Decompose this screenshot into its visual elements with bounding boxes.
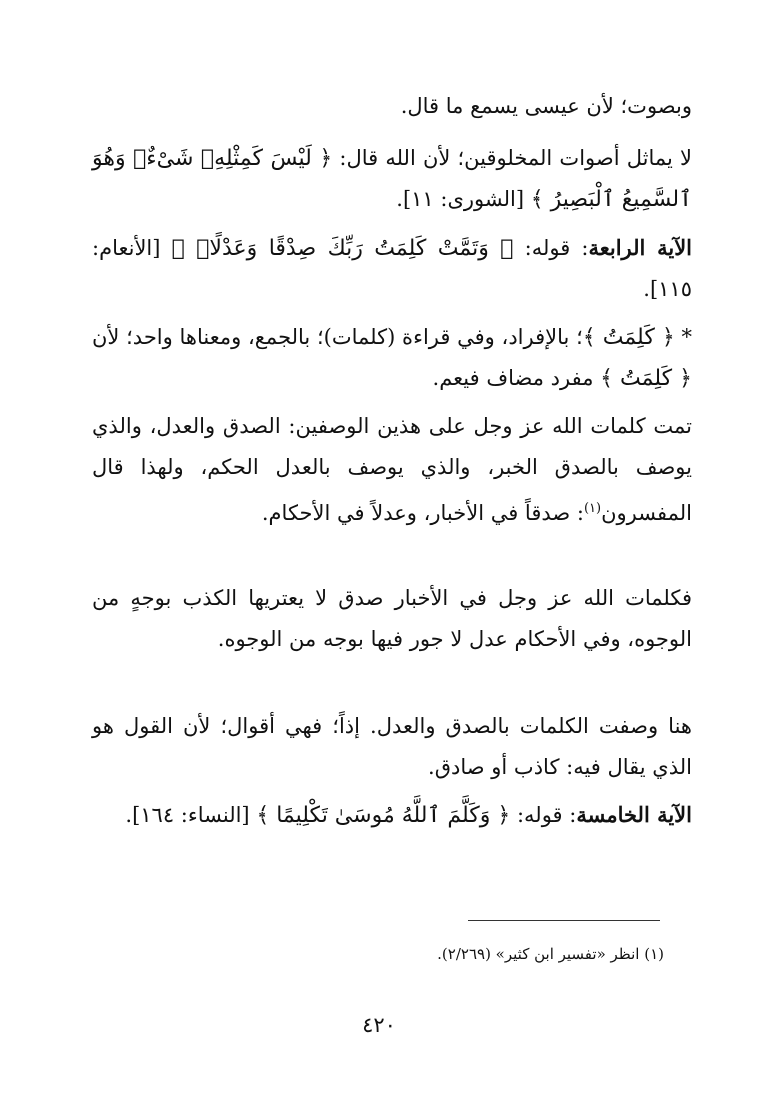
paragraph-5-text: تمت كلمات الله عز وجل على هذين الوصفين: الصدق والعدل، والذي يوصف بالصدق الخبر، والذي يوصف بالعدل الحكم، ولهذا قال المفسرون bbox=[92, 414, 692, 525]
paragraph-7 bbox=[92, 706, 692, 788]
verse-heading: الآية الخامسة bbox=[576, 802, 692, 827]
quran-verse: ﴿ وَكَلَّمَ ٱللَّهُ مُوسَىٰ تَكْلِيمًا ﴾ bbox=[256, 803, 511, 828]
quran-verse: ﴿ وَتَمَّتْ كَلِمَتُ رَبِّكَ صِدْقًا وَعَدْلًاۚ ﴾ bbox=[171, 236, 514, 261]
paragraph-5 bbox=[92, 406, 692, 534]
paragraph-6 bbox=[92, 578, 692, 660]
footnote-number: (١) bbox=[644, 945, 664, 963]
verse-reference: [الأنعام: ١١٥]. bbox=[92, 236, 692, 301]
paragraph-2 bbox=[92, 138, 692, 220]
paragraph-4-text-end: مفرد مضاف فيعم. bbox=[432, 366, 601, 390]
paragraph-5-text-end: : صدقاً في الأخبار، وعدلاً في الأحكام. bbox=[261, 501, 584, 525]
quran-verse: ﴿ لَيْسَ كَمِثْلِهِۦ شَىْءٌۖ وَهُوَ ٱلسَّمِيعُ ٱلْبَصِيرُ ﴾ bbox=[92, 146, 692, 212]
paragraph-1 bbox=[92, 86, 692, 127]
footnote-marker: (١) bbox=[583, 501, 602, 516]
paragraph-4 bbox=[92, 317, 692, 399]
page-number: ٤٢٠ bbox=[362, 1013, 396, 1037]
footnote-divider bbox=[468, 920, 660, 921]
paragraph-7-text: هنا وصفت الكلمات بالصدق والعدل. إذاً؛ فهي أقوال؛ لأن القول هو الذي يقال فيه: كاذب أو صادق. bbox=[92, 714, 692, 779]
quran-word: ﴿ كَلِمَتُ ﴾ bbox=[600, 366, 692, 391]
paragraph-4-text: ؛ بالإفراد، وفي قراءة (كلمات)؛ بالجمع، ومعناها واحد؛ لأن bbox=[92, 325, 583, 349]
verse-reference: [الشورى: ١١]. bbox=[396, 187, 531, 211]
paragraph-8-text: : قوله: bbox=[510, 803, 577, 827]
quran-word: ﴿ كَلِمَتُ ﴾ bbox=[582, 325, 675, 350]
bullet-star: * bbox=[674, 325, 692, 349]
paragraph-2-text: لا يماثل أصوات المخلوقين؛ لأن الله قال: bbox=[332, 146, 692, 170]
paragraph-1-text: وبصوت؛ لأن عيسى يسمع ما قال. bbox=[400, 94, 692, 118]
paragraph-6-text: فكلمات الله عز وجل في الأخبار صدق لا يعتريها الكذب بوجهٍ من الوجوه، وفي الأحكام عدل لا جور فيها بوجه من الوجوه. bbox=[92, 586, 692, 651]
paragraph-8 bbox=[92, 794, 692, 836]
footnote bbox=[92, 940, 664, 968]
verse-reference: [النساء: ١٦٤]. bbox=[125, 803, 257, 827]
footnote-text: انظر «تفسير ابن كثير» (٢/٢٦٩). bbox=[437, 945, 645, 963]
verse-heading: الآية الرابعة bbox=[588, 235, 693, 260]
paragraph-3-text: : قوله: bbox=[513, 236, 589, 260]
paragraph-3 bbox=[92, 227, 692, 310]
